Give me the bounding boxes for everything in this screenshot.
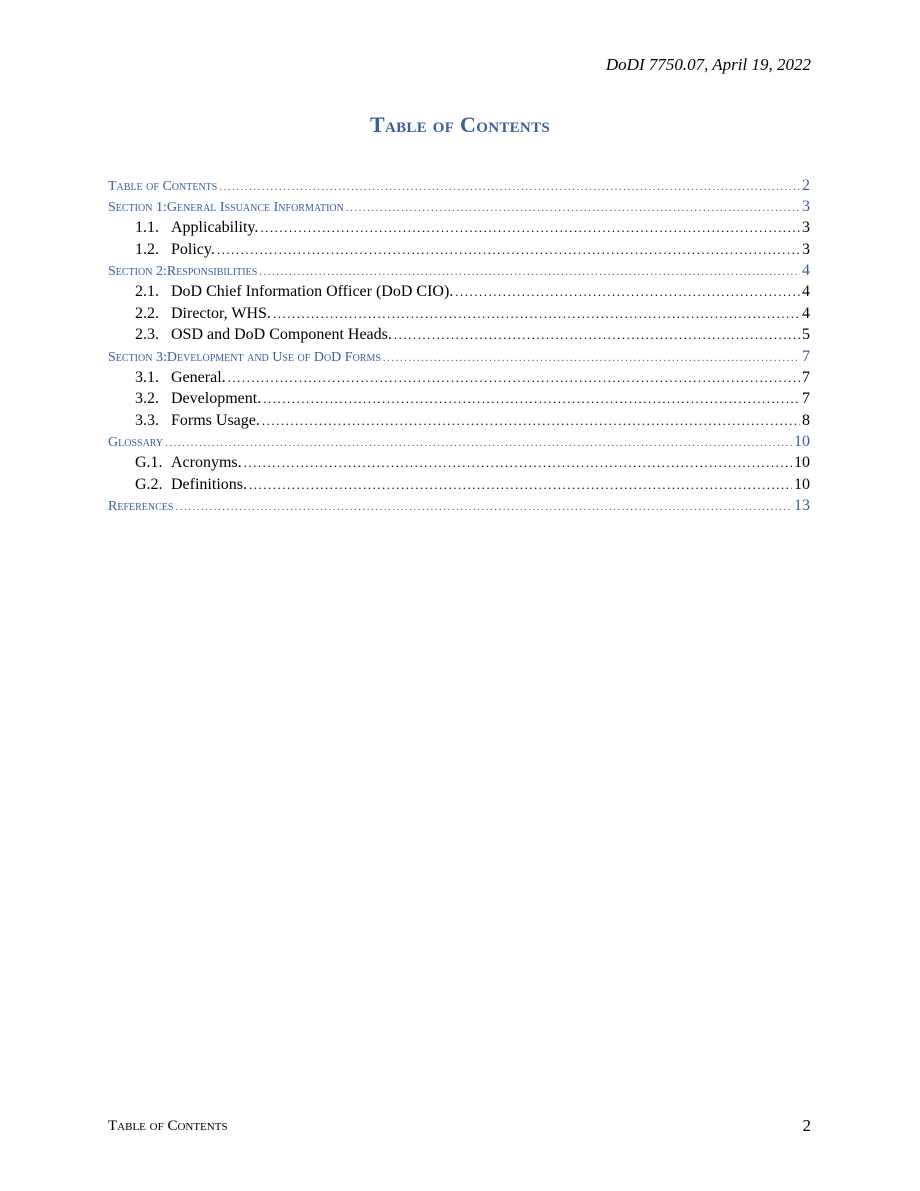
toc-entry-2-1[interactable] xyxy=(108,281,810,303)
toc-leader-dots xyxy=(260,217,800,239)
toc-entry-number: 2.1. xyxy=(135,283,159,300)
toc-entry-title: Responsibilities xyxy=(166,264,258,279)
toc-entry-page: 4 xyxy=(802,262,810,279)
toc-entry-3-1[interactable] xyxy=(108,367,810,389)
toc-entry-3-3[interactable] xyxy=(108,410,810,432)
footer-section-label: Table of Contents xyxy=(108,1118,228,1134)
toc-entry-1-2[interactable] xyxy=(108,239,810,261)
toc-entry-title: Development. xyxy=(171,390,262,407)
toc-entry-number: 1.2. xyxy=(135,240,159,258)
toc-entry-page: 5 xyxy=(802,326,810,343)
document-reference-header: DoDI 7750.07, April 19, 2022 xyxy=(605,55,811,74)
toc-entry-title: Applicability. xyxy=(171,219,259,236)
toc-entry-section-1[interactable] xyxy=(108,196,810,217)
toc-entry-title: References xyxy=(108,499,174,514)
toc-entry-2-2[interactable] xyxy=(108,303,810,325)
toc-entry-title: DoD Chief Information Officer (DoD CIO). xyxy=(171,283,454,300)
toc-entry-title: General Issuance Information xyxy=(166,200,344,215)
toc-leader-dots xyxy=(394,324,800,346)
toc-entry-section-2[interactable] xyxy=(108,260,810,281)
toc-entry-page: 8 xyxy=(802,411,810,429)
toc-entry-page: 10 xyxy=(794,454,810,471)
toc-entry-title: Policy. xyxy=(171,240,215,258)
toc-entry-title: Table of Contents xyxy=(108,179,218,194)
toc-entry-page: 3 xyxy=(802,219,810,236)
toc-leader-dots xyxy=(262,410,800,432)
toc-entry-title: General. xyxy=(171,368,226,386)
table-of-contents xyxy=(108,175,810,516)
toc-leader-dots xyxy=(346,198,800,217)
toc-entry-number: 3.1. xyxy=(135,368,159,386)
toc-entry-number: G.2. xyxy=(135,475,163,493)
toc-entry-page: 2 xyxy=(802,177,810,194)
toc-entry-page: 4 xyxy=(802,304,810,322)
toc-leader-dots xyxy=(228,367,800,389)
toc-entry-page: 7 xyxy=(802,390,810,407)
toc-entry-title: Glossary xyxy=(108,435,164,450)
toc-entry-number: 2.2. xyxy=(135,304,159,322)
toc-entry-title: Development and Use of DoD Forms xyxy=(166,349,381,365)
toc-entry-number: 1.1. xyxy=(135,219,159,236)
toc-entry-page: 10 xyxy=(794,433,810,450)
toc-entry-page: 3 xyxy=(802,198,810,215)
toc-leader-dots xyxy=(455,281,800,303)
toc-leader-dots xyxy=(249,474,792,496)
page-title: Table of Contents xyxy=(369,112,551,137)
toc-entry-page: 4 xyxy=(802,283,810,300)
toc-entry-number: 3.3. xyxy=(135,411,159,429)
toc-entry-glossary[interactable] xyxy=(108,431,810,452)
toc-entry-number: Section 3: xyxy=(108,349,167,365)
toc-entry-number: 2.3. xyxy=(135,326,159,343)
toc-entry-title: Acronyms. xyxy=(171,454,242,471)
toc-entry-page: 7 xyxy=(802,368,810,386)
toc-entry-table-of-contents[interactable] xyxy=(108,175,810,196)
toc-entry-number: Section 1: xyxy=(108,200,167,215)
toc-entry-g-1[interactable] xyxy=(108,452,810,474)
toc-leader-dots xyxy=(217,239,800,261)
toc-leader-dots xyxy=(273,303,800,325)
toc-entry-title: Definitions. xyxy=(171,475,247,493)
toc-entry-3-2[interactable] xyxy=(108,388,810,410)
footer-page-number: 2 xyxy=(802,1116,811,1135)
toc-entry-page: 10 xyxy=(794,475,810,493)
toc-leader-dots xyxy=(219,177,800,196)
toc-entry-title: Forms Usage. xyxy=(171,411,260,429)
toc-leader-dots xyxy=(263,388,800,410)
toc-leader-dots xyxy=(259,262,800,281)
toc-entry-number: G.1. xyxy=(135,454,163,471)
toc-entry-number: 3.2. xyxy=(135,390,159,407)
toc-entry-page: 13 xyxy=(794,497,810,514)
toc-entry-g-2[interactable] xyxy=(108,474,810,496)
toc-entry-title: OSD and DoD Component Heads. xyxy=(171,326,392,343)
toc-entry-page: 7 xyxy=(802,347,810,365)
toc-entry-page: 3 xyxy=(802,240,810,258)
toc-entry-number: Section 2: xyxy=(108,264,167,279)
toc-leader-dots xyxy=(165,433,792,452)
toc-entry-references[interactable] xyxy=(108,495,810,516)
toc-leader-dots xyxy=(383,348,800,367)
toc-entry-section-3[interactable] xyxy=(108,346,810,367)
toc-entry-2-3[interactable] xyxy=(108,324,810,346)
toc-entry-title: Director, WHS. xyxy=(171,304,271,322)
toc-leader-dots xyxy=(175,497,792,516)
toc-entry-1-1[interactable] xyxy=(108,217,810,239)
toc-leader-dots xyxy=(244,452,792,474)
